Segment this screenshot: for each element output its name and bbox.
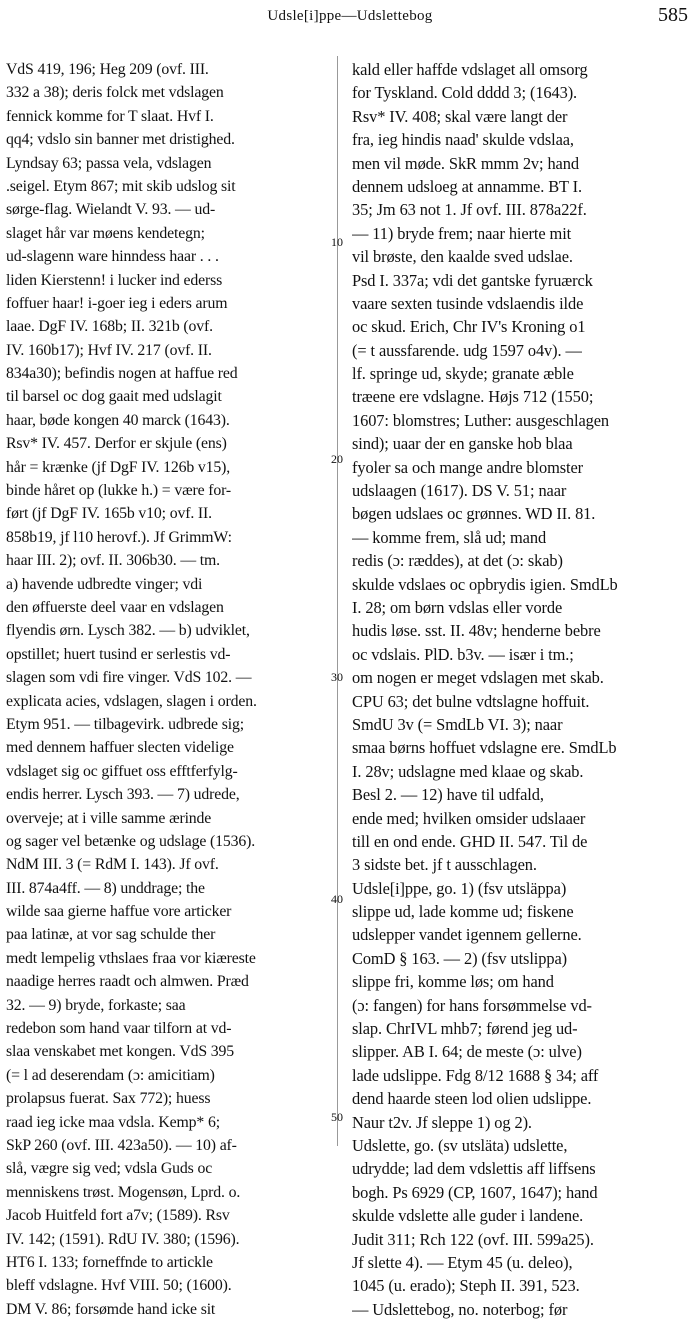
text-line: IV. 160b17); Hvf IV. 217 (ovf. II. <box>6 341 212 359</box>
text-line: udrydde; lad dem vdslettis aff liffsens <box>352 1159 596 1179</box>
text-line: skulde vdslette alle guder i landene. <box>352 1206 584 1226</box>
text-line: lf. springe ud, skyde; granate æble <box>352 364 574 384</box>
text-line: raad ieg icke maa vdsla. Kemp* 6; <box>6 1113 220 1131</box>
text-line: for Tyskland. Cold dddd 3; (1643). <box>352 83 578 103</box>
text-line: Psd I. 337a; vdi det gantske fyruærck <box>352 270 593 290</box>
text-line: fennick komme for T slaat. Hvf I. <box>6 107 214 125</box>
text-line: haar III. 2); ovf. II. 306b30. — tm. <box>6 552 220 570</box>
text-line: Rsv* IV. 457. Derfor er skjule (ens) <box>6 435 227 453</box>
text-line: slippe ud, lade komme ud; fiskene <box>352 902 574 922</box>
text-line: redebon som hand vaar tilforn at vd- <box>6 1020 232 1038</box>
text-line: menniskens trøst. Mogensøn, Lprd. o. <box>6 1183 241 1201</box>
text-line: 3 sidste bet. jf t ausschlagen. <box>352 855 537 875</box>
text-line: den øffuerste deel vaar en vdslagen <box>6 598 224 616</box>
text-line: slipper. AB I. 64; de meste (ɔ: ulve) <box>352 1042 582 1062</box>
text-line: fra, ieg hindis naad' skulde vdslaa, <box>352 130 574 150</box>
text-line: IV. 142; (1591). RdU IV. 380; (1596). <box>6 1230 240 1248</box>
text-line: Rsv* IV. 408; skal være langt der <box>352 106 568 126</box>
text-line: hår = krænke (jf DgF IV. 126b v15), <box>6 458 231 476</box>
margin-line-number: 20 <box>331 452 343 466</box>
text-line: udslepper vandet igennem gellerne. <box>352 925 582 945</box>
text-line: 858b19, jf l10 herovf.). Jf GrimmW: <box>6 528 232 546</box>
text-line: — komme frem, slå ud; mand <box>352 527 547 547</box>
text-line: explicata acies, vdslagen, slagen i orden. <box>6 692 257 710</box>
text-line: slaa venskabet met kongen. VdS 395 <box>6 1043 235 1061</box>
text-line: Etym 951. — tilbagevirk. udbrede sig; <box>6 715 244 733</box>
page-number: 585 <box>658 4 688 26</box>
text-line: bøgen udslaes oc grønnes. WD II. 81. <box>352 504 596 524</box>
text-line: flyendis ørn. Lysch 382. — b) udviklet, <box>6 622 250 640</box>
text-line: CPU 63; det bulne vdtslagne hoffuit. <box>352 691 590 711</box>
text-line: opstillet; huert tusind er serlestis vd- <box>6 645 231 663</box>
column-divider <box>337 56 338 1146</box>
text-line: sørge-flag. Wielandt V. 93. — ud- <box>6 201 216 219</box>
text-line: Lyndsay 63; passa vela, vdslagen <box>6 154 212 172</box>
text-line: Besl 2. — 12) have til udfald, <box>352 785 544 805</box>
text-line: dend haarde steen lod olien udslippe. <box>352 1089 592 1109</box>
text-line: III. 874a4ff. — 8) unddrage; the <box>6 879 205 897</box>
right-column <box>352 58 694 1321</box>
text-line: (= t aussfarende. udg 1597 o4v). — <box>352 340 582 360</box>
text-line: 834a30); befindis nogen at haffue red <box>6 365 238 383</box>
text-line: om nogen er meget vdslagen met skab. <box>352 668 604 688</box>
text-line: slaget hår var møens kendetegn; <box>6 224 205 242</box>
text-line: oc skud. Erich, Chr IV's Kroning o1 <box>352 317 586 337</box>
text-line: I. 28; om børn vdslas eller vorde <box>352 597 563 617</box>
text-line: I. 28v; udslagne med klaae og skab. <box>352 761 584 781</box>
text-line: bleff vdslagne. Hvf VIII. 50; (1600). <box>6 1277 232 1295</box>
text-line: bogh. Ps 6929 (CP, 1607, 1647); hand <box>352 1182 598 1202</box>
text-line: vdslaget sig oc giffuet oss efftferfylg- <box>6 762 238 780</box>
text-line: binde håret op (lukke h.) = være for- <box>6 482 232 500</box>
text-line: ført (jf DgF IV. 165b v10; ovf. II. <box>6 505 212 523</box>
text-line: liden Kierstenn! i lucker ind ederss <box>6 271 223 289</box>
text-line: træene ere vdslagne. Højs 712 (1550; <box>352 387 594 407</box>
text-line: ComD § 163. — 2) (fsv utslippa) <box>352 948 567 968</box>
text-line: (= l ad deserendam (ɔ: amicitiam) <box>6 1066 215 1084</box>
text-line: slap. ChrIVL mhb7; førend jeg ud- <box>352 1019 578 1039</box>
text-line: udslaagen (1617). DS V. 51; naar <box>352 481 567 501</box>
text-line: DM V. 86; forsømde hand icke sit <box>6 1300 216 1318</box>
text-line: hudis løse. sst. II. 48v; henderne bebre <box>352 621 601 641</box>
text-line: prolapsus fuerat. Sax 772); huess <box>6 1090 211 1108</box>
text-line: fyoler sa och mange andre blomster <box>352 457 583 477</box>
text-line: 35; Jm 63 not 1. Jf ovf. III. 878a22f. <box>352 200 587 220</box>
text-line: overveje; at i ville samme ærinde <box>6 809 212 827</box>
text-line: smaa børns hoffuet vdslagne ere. SmdLb <box>352 738 617 758</box>
text-line: 1045 (u. erado); Steph II. 391, 523. <box>352 1276 580 1296</box>
page-header <box>0 4 700 34</box>
text-line: slippe fri, komme løs; om hand <box>352 972 554 992</box>
text-line: Judit 311; Rch 122 (ovf. III. 599a25). <box>352 1229 594 1249</box>
text-line: 32. — 9) bryde, forkaste; saa <box>6 996 186 1014</box>
text-line: kald eller haffde vdslaget all omsorg <box>352 60 588 79</box>
text-line: SkP 260 (ovf. III. 423a50). — 10) af- <box>6 1136 237 1154</box>
text-line: NdM III. 3 (= RdM I. 143). Jf ovf. <box>6 856 219 874</box>
text-line: Naur t2v. Jf sleppe 1) og 2). <box>352 1112 532 1132</box>
text-line: slå, vægre sig ved; vdsla Guds oc <box>6 1160 213 1178</box>
text-line: Jf slette 4). — Etym 45 (u. deleo), <box>352 1252 573 1272</box>
running-head: Udsle[i]ppe—Udslettebog <box>267 8 433 24</box>
text-line: til barsel oc dog gaait med udslagit <box>6 388 222 406</box>
margin-line-number: 10 <box>331 235 343 249</box>
text-line: qq4; vdslo sin banner met dristighed. <box>6 131 235 149</box>
text-line: naadige herres raadt och almwen. Præd <box>6 973 249 991</box>
margin-line-number: 50 <box>331 1110 343 1124</box>
text-line: 332 a 38); deris folck met vdslagen <box>6 84 224 102</box>
margin-line-number: 30 <box>331 670 343 684</box>
text-line: endis herrer. Lysch 393. — 7) udrede, <box>6 786 240 804</box>
text-line: redis (ɔ: ræddes), at det (ɔ: skab) <box>352 551 563 571</box>
left-column <box>6 58 328 1321</box>
text-line: haar, bøde kongen 40 marck (1643). <box>6 411 230 429</box>
text-line: slagen som vdi fire vinger. VdS 102. — <box>6 669 252 687</box>
text-line: vaare sexten tusinde vdslaendis ilde <box>352 293 584 313</box>
text-line: wilde saa gierne haffue vore articker <box>6 903 232 921</box>
text-line: ud-slagenn ware hinndess haar . . . <box>6 248 219 266</box>
text-line: sind); uaar der en ganske hob blaa <box>352 434 573 454</box>
text-line: paa latinæ, at vor sag schulde ther <box>6 926 216 944</box>
text-line: Udslette, go. (sv utsläta) udslette, <box>352 1135 568 1155</box>
text-line: foffuer haar! i-goer ieg i eders arum <box>6 294 228 312</box>
text-line: — Udslettebog, no. noterbog; før <box>352 1299 568 1319</box>
text-line: dennem udsloeg at annamme. BT I. <box>352 176 583 196</box>
text-line: .seigel. Etym 867; mit skib udslog sit <box>6 177 236 195</box>
text-line: medt lempelig vthslaes fraa vor kiæreste <box>6 949 256 967</box>
text-line: skulde vdslaes oc opbrydis igien. SmdLb <box>352 574 618 594</box>
text-line: vil brøste, den kaalde sved udslae. <box>352 247 573 267</box>
text-line: med dennem haffuer slecten videlige <box>6 739 234 757</box>
text-line: og sager vel betænke og udslage (1536). <box>6 832 256 850</box>
text-line: (ɔ: fangen) for hans forsømmelse vd- <box>352 995 592 1015</box>
margin-line-number: 40 <box>331 892 343 906</box>
text-line: — 11) bryde frem; naar hierte mit <box>352 223 572 243</box>
text-line: till en ond ende. GHD II. 547. Til de <box>352 831 588 851</box>
text-line: 1607: blomstres; Luther: ausgeschlagen <box>352 410 610 430</box>
text-line: men vil møde. SkR mmm 2v; hand <box>352 153 579 173</box>
text-line: Udsle[i]ppe, go. 1) (fsv utsläppa) <box>352 878 567 898</box>
text-line: oc vdslais. PlD. b3v. — især i tm.; <box>352 644 574 664</box>
text-line: lade udslippe. Fdg 8/12 1688 § 34; aff <box>352 1065 599 1085</box>
text-line: Jacob Huitfeld fort a7v; (1589). Rsv <box>6 1207 230 1225</box>
text-line: a) havende udbredte vinger; vdi <box>6 575 203 593</box>
text-line: SmdU 3v (= SmdLb VI. 3); naar <box>352 714 563 734</box>
text-line: ende med; hvilken omsider udslaaer <box>352 808 586 828</box>
text-line: laae. DgF IV. 168b; II. 321b (ovf. <box>6 318 213 336</box>
text-line: HT6 I. 133; forneffnde to artickle <box>6 1253 213 1271</box>
text-line: VdS 419, 196; Heg 209 (ovf. III. <box>6 61 209 78</box>
